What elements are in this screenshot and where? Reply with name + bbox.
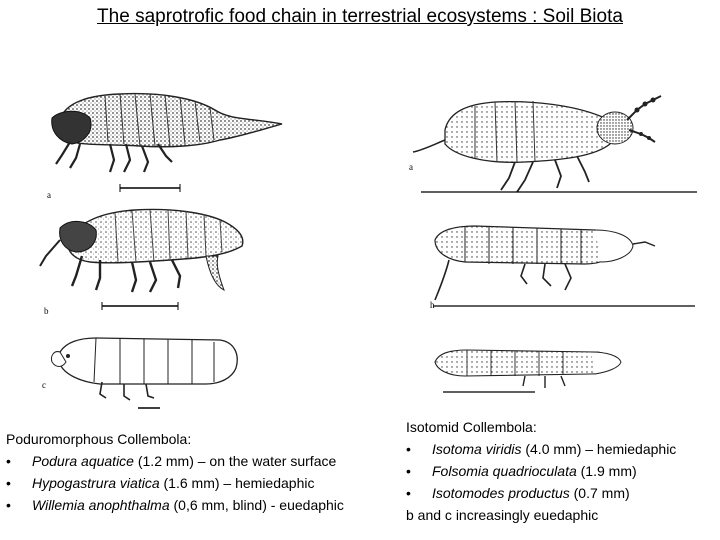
caption-heading: Isotomid Collembola:: [406, 419, 537, 435]
species-name: Isotomodes productus: [432, 485, 570, 501]
species-name: Podura aquatice: [32, 453, 134, 469]
poduromorph-illustration: [20, 80, 300, 420]
collembolan-c-drawing: [51, 338, 237, 408]
isotomid-a-drawing: [413, 96, 697, 192]
figure-label: c: [42, 380, 46, 390]
bullet: •: [406, 441, 411, 457]
bullet: •: [6, 453, 11, 469]
isotomid-caption: [406, 416, 676, 526]
species-name: Willemia anophthalma: [32, 497, 170, 513]
bullet: •: [6, 497, 11, 513]
species-name: Hypogastrura viatica: [32, 475, 160, 491]
species-detail: (1.6 mm) – hemiedaphic: [159, 475, 315, 491]
species-detail: (0,6 mm, blind) - euedaphic: [169, 497, 344, 513]
species-row: [406, 460, 676, 482]
species-detail: (0.7 mm): [569, 485, 630, 501]
species-detail: (4.0 mm) – hemiedaphic: [521, 441, 677, 457]
species-row: [406, 438, 676, 460]
isotomid-c-drawing: [435, 350, 621, 392]
species-name: Folsomia quadrioculata: [432, 463, 577, 479]
page-title: The saprotrofic food chain in terrestrial ecosystems : Soil Biota: [97, 6, 623, 27]
bullet: •: [406, 463, 411, 479]
isotomid-illustration: [405, 80, 700, 410]
bullet: •: [406, 485, 411, 501]
collembolan-b-drawing: [40, 210, 243, 311]
species-row: [406, 482, 676, 504]
species-row: [6, 494, 344, 516]
figure-label: a: [47, 190, 51, 200]
caption-footer: b and c increasingly euedaphic: [406, 507, 599, 523]
collembolan-a-drawing: [52, 94, 282, 192]
isotomid-b-drawing: [433, 226, 695, 306]
bullet: •: [6, 475, 11, 491]
species-row: [6, 450, 344, 472]
species-detail: (1.9 mm): [576, 463, 637, 479]
species-name: Isotoma viridis: [432, 441, 522, 457]
figure-label: h: [430, 300, 435, 310]
figure-label: a: [409, 162, 413, 172]
figure-label: b: [44, 306, 49, 316]
species-detail: (1.2 mm) – on the water surface: [133, 453, 337, 469]
caption-heading: Poduromorphous Collembola:: [6, 431, 192, 447]
species-row: [6, 472, 344, 494]
poduromorph-caption: [6, 428, 344, 516]
